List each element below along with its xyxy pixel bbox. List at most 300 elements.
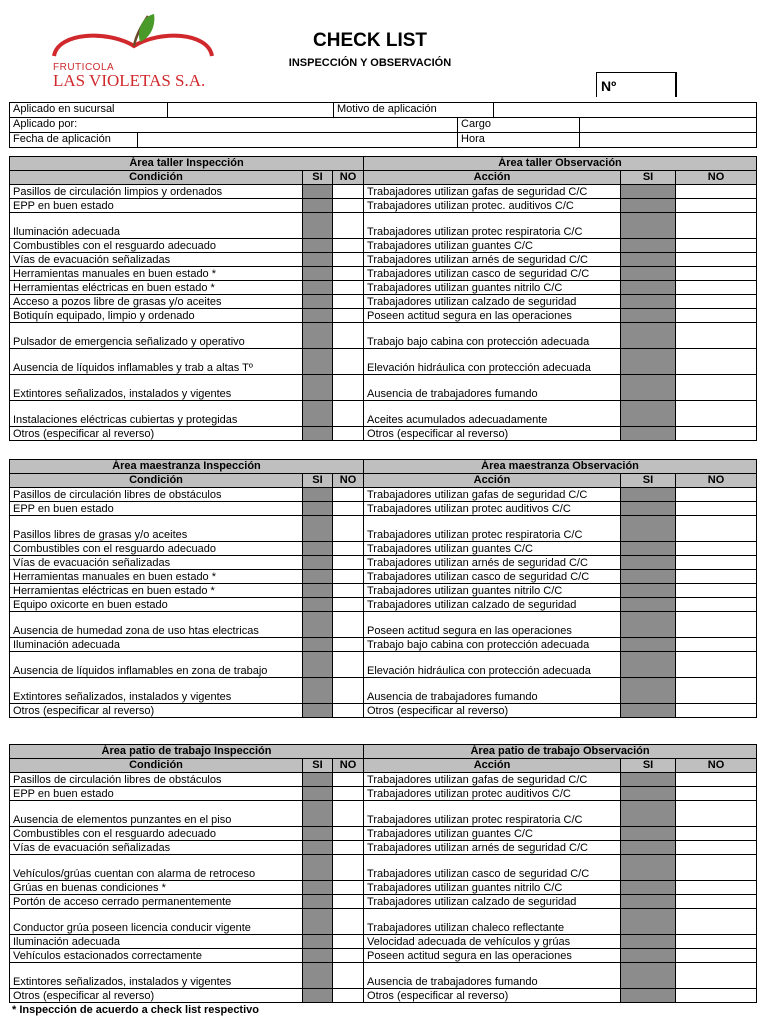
action-si-checkbox[interactable] (621, 488, 676, 502)
condition-cell: Otros (especificar al reverso) (10, 704, 303, 718)
condition-cell: Iluminación adecuada (10, 935, 303, 949)
condition-si-checkbox[interactable] (303, 827, 333, 841)
action-cell: Trabajadores utilizan gafas de seguridad C/C (364, 773, 621, 787)
action-cell: Trabajadores utilizan calzado de seguridad (364, 598, 621, 612)
table-row (10, 488, 757, 502)
action-si-checkbox[interactable] (621, 801, 676, 827)
condition-no-checkbox[interactable] (333, 704, 364, 718)
table-row (10, 267, 757, 281)
page-subtitle: INSPECCIÓN Y OBSERVACIÓN (288, 57, 452, 69)
field-motivo[interactable] (494, 103, 757, 118)
table-row (10, 963, 757, 989)
action-cell: Trabajadores utilizan arnés de seguridad C/C (364, 841, 621, 855)
condition-no-checkbox[interactable] (333, 827, 364, 841)
action-cell: Otros (especificar al reverso) (364, 989, 621, 1003)
condition-cell: EPP en buen estado (10, 502, 303, 516)
condition-no-checkbox[interactable] (333, 323, 364, 349)
condition-no-checkbox[interactable] (333, 801, 364, 827)
table-row (10, 895, 757, 909)
condition-cell: Pasillos de circulación libres de obstáculos (10, 773, 303, 787)
table-row (10, 556, 757, 570)
action-no-checkbox[interactable] (676, 895, 757, 909)
condition-no-checkbox[interactable] (333, 199, 364, 213)
condition-si-checkbox[interactable] (303, 801, 333, 827)
action-cell: Ausencia de trabajadores fumando (364, 678, 621, 704)
condition-cell: Pasillos libres de grasas y/o aceites (10, 516, 303, 542)
action-no-checkbox[interactable] (676, 989, 757, 1003)
logo-text-small: FRUTICOLA (53, 62, 115, 73)
action-cell: Velocidad adecuada de vehículos y grúas (364, 935, 621, 949)
condition-no-checkbox[interactable] (333, 963, 364, 989)
condition-no-checkbox[interactable] (333, 556, 364, 570)
condition-no-checkbox[interactable] (333, 841, 364, 855)
table-row (10, 638, 757, 652)
action-cell: Otros (especificar al reverso) (364, 704, 621, 718)
condition-no-checkbox[interactable] (333, 598, 364, 612)
condition-cell: Vehículos/grúas cuentan con alarma de retroceso (10, 855, 303, 881)
condition-cell: Ausencia de humedad zona de uso htas electricas (10, 612, 303, 638)
field-fecha[interactable] (138, 133, 458, 148)
condition-si-checkbox[interactable] (303, 787, 333, 801)
condition-si-checkbox[interactable] (303, 989, 333, 1003)
condition-cell: Herramientas eléctricas en buen estado * (10, 584, 303, 598)
action-no-checkbox[interactable] (676, 401, 757, 427)
condition-no-checkbox[interactable] (333, 349, 364, 375)
action-cell: Trabajadores utilizan guantes C/C (364, 542, 621, 556)
action-no-checkbox[interactable] (676, 584, 757, 598)
table-row (10, 185, 757, 199)
condition-cell: Pasillos de circulación libres de obstáculos (10, 488, 303, 502)
action-cell: Ausencia de trabajadores fumando (364, 375, 621, 401)
action-si-checkbox[interactable] (621, 895, 676, 909)
condition-no-checkbox[interactable] (333, 638, 364, 652)
application-info-table (9, 102, 757, 148)
condition-no-checkbox[interactable] (333, 185, 364, 199)
condition-cell: Botiquín equipado, limpio y ordenado (10, 309, 303, 323)
action-no-checkbox[interactable] (676, 267, 757, 281)
label-motivo: Motivo de aplicación (334, 103, 494, 118)
action-si-checkbox[interactable] (621, 855, 676, 881)
action-si-checkbox[interactable] (621, 638, 676, 652)
action-cell: Trabajadores utilizan guantes C/C (364, 239, 621, 253)
field-sucursal[interactable] (168, 103, 334, 118)
condicion-header: Condición (10, 171, 303, 185)
action-no-checkbox[interactable] (676, 598, 757, 612)
condition-si-checkbox[interactable] (303, 502, 333, 516)
condition-no-checkbox[interactable] (333, 281, 364, 295)
action-si-checkbox[interactable] (621, 612, 676, 638)
action-cell: Trabajadores utilizan guantes nitrilo C/C (364, 281, 621, 295)
action-si-checkbox[interactable] (621, 909, 676, 935)
si-header: SI (621, 171, 676, 185)
condition-no-checkbox[interactable] (333, 309, 364, 323)
action-si-checkbox[interactable] (621, 213, 676, 239)
condition-cell: Pasillos de circulación limpios y ordenados (10, 185, 303, 199)
action-si-checkbox[interactable] (621, 542, 676, 556)
table-row (10, 281, 757, 295)
si-header: SI (303, 474, 333, 488)
action-no-checkbox[interactable] (676, 570, 757, 584)
condition-si-checkbox[interactable] (303, 349, 333, 375)
action-si-checkbox[interactable] (621, 267, 676, 281)
si-header: SI (303, 759, 333, 773)
table-row (10, 427, 757, 441)
action-si-checkbox[interactable] (621, 281, 676, 295)
table-row (10, 935, 757, 949)
action-no-checkbox[interactable] (676, 827, 757, 841)
table-row (10, 375, 757, 401)
condition-cell: Herramientas eléctricas en buen estado * (10, 281, 303, 295)
condition-no-checkbox[interactable] (333, 989, 364, 1003)
action-si-checkbox[interactable] (621, 375, 676, 401)
condition-si-checkbox[interactable] (303, 584, 333, 598)
table-row (10, 309, 757, 323)
inspection-header: Área patio de trabajo Inspección (10, 745, 364, 759)
condition-no-checkbox[interactable] (333, 773, 364, 787)
observation-header: Área patio de trabajo Observación (364, 745, 757, 759)
action-si-checkbox[interactable] (621, 949, 676, 963)
table-row (10, 678, 757, 704)
action-no-checkbox[interactable] (676, 185, 757, 199)
label-fecha: Fecha de aplicación (10, 133, 138, 148)
condition-cell: Otros (especificar al reverso) (10, 989, 303, 1003)
table-row (10, 598, 757, 612)
condition-no-checkbox[interactable] (333, 881, 364, 895)
condition-no-checkbox[interactable] (333, 427, 364, 441)
table-row (10, 787, 757, 801)
action-no-checkbox[interactable] (676, 855, 757, 881)
action-cell: Trabajadores utilizan arnés de seguridad C/C (364, 253, 621, 267)
action-cell: Trabajo bajo cabina con protección adecuada (364, 638, 621, 652)
action-no-checkbox[interactable] (676, 556, 757, 570)
table-row (10, 323, 757, 349)
action-no-checkbox[interactable] (676, 349, 757, 375)
field-hora[interactable] (580, 133, 757, 148)
action-no-checkbox[interactable] (676, 502, 757, 516)
condition-cell: Vías de evacuación señalizadas (10, 841, 303, 855)
action-cell: Trabajadores utilizan protec auditivos C/C (364, 787, 621, 801)
condition-no-checkbox[interactable] (333, 855, 364, 881)
condition-cell: EPP en buen estado (10, 787, 303, 801)
condition-no-checkbox[interactable] (333, 213, 364, 239)
table-row (10, 295, 757, 309)
action-cell: Trabajadores utilizan guantes nitrilo C/C (364, 584, 621, 598)
action-si-checkbox[interactable] (621, 841, 676, 855)
condition-no-checkbox[interactable] (333, 375, 364, 401)
action-no-checkbox[interactable] (676, 253, 757, 267)
action-no-checkbox[interactable] (676, 427, 757, 441)
inspection-header: Área maestranza Inspección (10, 460, 364, 474)
action-si-checkbox[interactable] (621, 989, 676, 1003)
condition-si-checkbox[interactable] (303, 612, 333, 638)
table-row (10, 584, 757, 598)
condition-cell: Combustibles con el resguardo adecuado (10, 239, 303, 253)
action-no-checkbox[interactable] (676, 281, 757, 295)
action-si-checkbox[interactable] (621, 349, 676, 375)
condition-no-checkbox[interactable] (333, 570, 364, 584)
condition-si-checkbox[interactable] (303, 855, 333, 881)
observation-header: Área taller Observación (364, 157, 757, 171)
action-cell: Trabajadores utilizan calzado de seguridad (364, 895, 621, 909)
condition-si-checkbox[interactable] (303, 678, 333, 704)
label-sucursal: Aplicado en sucursal (10, 103, 168, 118)
condition-no-checkbox[interactable] (333, 935, 364, 949)
action-cell: Trabajadores utilizan protec respiratoria C/C (364, 213, 621, 239)
action-no-checkbox[interactable] (676, 516, 757, 542)
table-row (10, 801, 757, 827)
action-si-checkbox[interactable] (621, 427, 676, 441)
document-number-box[interactable] (596, 72, 677, 97)
condition-cell: Iluminación adecuada (10, 638, 303, 652)
action-cell: Aceites acumulados adecuadamente (364, 401, 621, 427)
label-hora: Hora (458, 133, 580, 148)
action-cell: Poseen actitud segura en las operaciones (364, 309, 621, 323)
condition-cell: Pulsador de emergencia señalizado y operativo (10, 323, 303, 349)
condition-si-checkbox[interactable] (303, 935, 333, 949)
action-no-checkbox[interactable] (676, 909, 757, 935)
action-si-checkbox[interactable] (621, 935, 676, 949)
action-no-checkbox[interactable] (676, 638, 757, 652)
checklist-table (9, 744, 757, 1003)
action-si-checkbox[interactable] (621, 253, 676, 267)
action-cell: Trabajadores utilizan gafas de seguridad C/C (364, 185, 621, 199)
condition-cell: Ausencia de líquidos inflamables y trab a altas Tº (10, 349, 303, 375)
table-row (10, 199, 757, 213)
condition-si-checkbox[interactable] (303, 488, 333, 502)
action-si-checkbox[interactable] (621, 584, 676, 598)
condition-no-checkbox[interactable] (333, 295, 364, 309)
condition-no-checkbox[interactable] (333, 787, 364, 801)
no-header: NO (333, 171, 364, 185)
action-si-checkbox[interactable] (621, 598, 676, 612)
action-no-checkbox[interactable] (676, 199, 757, 213)
action-si-checkbox[interactable] (621, 570, 676, 584)
condicion-header: Condición (10, 474, 303, 488)
action-no-checkbox[interactable] (676, 239, 757, 253)
action-si-checkbox[interactable] (621, 704, 676, 718)
accion-header: Acción (364, 171, 621, 185)
action-no-checkbox[interactable] (676, 935, 757, 949)
action-cell: Trabajo bajo cabina con protección adecuada (364, 323, 621, 349)
no-header: NO (676, 171, 757, 185)
action-no-checkbox[interactable] (676, 213, 757, 239)
action-si-checkbox[interactable] (621, 516, 676, 542)
condition-cell: Herramientas manuales en buen estado * (10, 570, 303, 584)
condition-si-checkbox[interactable] (303, 323, 333, 349)
action-si-checkbox[interactable] (621, 185, 676, 199)
action-cell: Trabajadores utilizan chaleco reflectante (364, 909, 621, 935)
table-row (10, 949, 757, 963)
condition-si-checkbox[interactable] (303, 309, 333, 323)
condition-si-checkbox[interactable] (303, 253, 333, 267)
action-si-checkbox[interactable] (621, 401, 676, 427)
logo-text-main: LAS VIOLETAS S.A. (53, 71, 206, 90)
condition-si-checkbox[interactable] (303, 199, 333, 213)
action-cell: Trabajadores utilizan arnés de seguridad C/C (364, 556, 621, 570)
action-cell: Trabajadores utilizan casco de seguridad C/C (364, 570, 621, 584)
table-row (10, 239, 757, 253)
table-row (10, 909, 757, 935)
action-no-checkbox[interactable] (676, 801, 757, 827)
action-no-checkbox[interactable] (676, 652, 757, 678)
condition-cell: Vías de evacuación señalizadas (10, 253, 303, 267)
action-si-checkbox[interactable] (621, 295, 676, 309)
condition-cell: Extintores señalizados, instalados y vigentes (10, 678, 303, 704)
action-no-checkbox[interactable] (676, 542, 757, 556)
condition-si-checkbox[interactable] (303, 638, 333, 652)
action-no-checkbox[interactable] (676, 881, 757, 895)
condition-si-checkbox[interactable] (303, 213, 333, 239)
table-row (10, 773, 757, 787)
condition-cell: Combustibles con el resguardo adecuado (10, 827, 303, 841)
condition-si-checkbox[interactable] (303, 881, 333, 895)
action-no-checkbox[interactable] (676, 963, 757, 989)
table-row (10, 652, 757, 678)
condition-no-checkbox[interactable] (333, 542, 364, 556)
condition-no-checkbox[interactable] (333, 652, 364, 678)
condition-no-checkbox[interactable] (333, 502, 364, 516)
condition-cell: Vías de evacuación señalizadas (10, 556, 303, 570)
action-no-checkbox[interactable] (676, 375, 757, 401)
condicion-header: Condición (10, 759, 303, 773)
action-no-checkbox[interactable] (676, 787, 757, 801)
action-si-checkbox[interactable] (621, 199, 676, 213)
condition-si-checkbox[interactable] (303, 841, 333, 855)
action-cell: Trabajadores utilizan gafas de seguridad C/C (364, 488, 621, 502)
condition-cell: Instalaciones eléctricas cubiertas y protegidas (10, 401, 303, 427)
condition-si-checkbox[interactable] (303, 267, 333, 281)
table-row (10, 253, 757, 267)
action-si-checkbox[interactable] (621, 787, 676, 801)
action-no-checkbox[interactable] (676, 773, 757, 787)
table-row (10, 881, 757, 895)
field-cargo[interactable] (580, 118, 757, 133)
condition-si-checkbox[interactable] (303, 895, 333, 909)
table-row (10, 401, 757, 427)
action-si-checkbox[interactable] (621, 773, 676, 787)
condition-si-checkbox[interactable] (303, 598, 333, 612)
condition-si-checkbox[interactable] (303, 556, 333, 570)
action-si-checkbox[interactable] (621, 239, 676, 253)
condition-si-checkbox[interactable] (303, 239, 333, 253)
action-no-checkbox[interactable] (676, 323, 757, 349)
condition-si-checkbox[interactable] (303, 909, 333, 935)
condition-si-checkbox[interactable] (303, 542, 333, 556)
action-si-checkbox[interactable] (621, 309, 676, 323)
condition-no-checkbox[interactable] (333, 516, 364, 542)
condition-no-checkbox[interactable] (333, 909, 364, 935)
condition-no-checkbox[interactable] (333, 584, 364, 598)
action-no-checkbox[interactable] (676, 704, 757, 718)
footnote: * Inspección de acuerdo a check list respectivo (12, 1004, 259, 1016)
no-header: NO (676, 759, 757, 773)
si-header: SI (303, 171, 333, 185)
checklist-table (9, 459, 757, 718)
condition-no-checkbox[interactable] (333, 488, 364, 502)
table-row (10, 612, 757, 638)
condition-si-checkbox[interactable] (303, 652, 333, 678)
action-cell: Trabajadores utilizan casco de seguridad C/C (364, 267, 621, 281)
condition-cell: Otros (especificar al reverso) (10, 427, 303, 441)
action-cell: Trabajadores utilizan guantes nitrilo C/C (364, 881, 621, 895)
condition-si-checkbox[interactable] (303, 963, 333, 989)
action-no-checkbox[interactable] (676, 612, 757, 638)
condition-no-checkbox[interactable] (333, 895, 364, 909)
condition-si-checkbox[interactable] (303, 949, 333, 963)
condition-si-checkbox[interactable] (303, 185, 333, 199)
condition-no-checkbox[interactable] (333, 949, 364, 963)
condition-cell: Ausencia de líquidos inflamables en zona de trabajo (10, 652, 303, 678)
table-row (10, 542, 757, 556)
action-si-checkbox[interactable] (621, 323, 676, 349)
action-si-checkbox[interactable] (621, 881, 676, 895)
condition-cell: Acceso a pozos libre de grasas y/o aceites (10, 295, 303, 309)
condition-si-checkbox[interactable] (303, 704, 333, 718)
action-no-checkbox[interactable] (676, 295, 757, 309)
si-header: SI (621, 474, 676, 488)
action-si-checkbox[interactable] (621, 652, 676, 678)
table-row (10, 841, 757, 855)
action-cell: Poseen actitud segura en las operaciones (364, 949, 621, 963)
action-si-checkbox[interactable] (621, 827, 676, 841)
condition-no-checkbox[interactable] (333, 678, 364, 704)
number-label: Nº (601, 78, 617, 94)
condition-si-checkbox[interactable] (303, 516, 333, 542)
table-row (10, 213, 757, 239)
action-cell: Poseen actitud segura en las operaciones (364, 612, 621, 638)
action-si-checkbox[interactable] (621, 556, 676, 570)
condition-no-checkbox[interactable] (333, 267, 364, 281)
table-row (10, 855, 757, 881)
action-no-checkbox[interactable] (676, 949, 757, 963)
checklist-table (9, 156, 757, 441)
action-no-checkbox[interactable] (676, 488, 757, 502)
action-cell: Trabajadores utilizan guantes C/C (364, 827, 621, 841)
condition-si-checkbox[interactable] (303, 375, 333, 401)
action-cell: Trabajadores utilizan casco de seguridad C/C (364, 855, 621, 881)
condition-no-checkbox[interactable] (333, 612, 364, 638)
action-si-checkbox[interactable] (621, 678, 676, 704)
action-no-checkbox[interactable] (676, 678, 757, 704)
condition-cell: Equipo oxicorte en buen estado (10, 598, 303, 612)
table-row (10, 989, 757, 1003)
condition-si-checkbox[interactable] (303, 773, 333, 787)
action-si-checkbox[interactable] (621, 963, 676, 989)
action-si-checkbox[interactable] (621, 502, 676, 516)
condition-si-checkbox[interactable] (303, 295, 333, 309)
action-no-checkbox[interactable] (676, 841, 757, 855)
action-no-checkbox[interactable] (676, 309, 757, 323)
condition-no-checkbox[interactable] (333, 239, 364, 253)
accion-header: Acción (364, 759, 621, 773)
action-cell: Trabajadores utilizan protec respiratoria C/C (364, 516, 621, 542)
action-cell: Elevación hidráulica con protección adecuada (364, 652, 621, 678)
condition-si-checkbox[interactable] (303, 281, 333, 295)
company-logo (48, 12, 218, 92)
action-cell: Ausencia de trabajadores fumando (364, 963, 621, 989)
condition-si-checkbox[interactable] (303, 570, 333, 584)
condition-no-checkbox[interactable] (333, 253, 364, 267)
label-cargo: Cargo (458, 118, 580, 133)
condition-cell: Portón de acceso cerrado permanentemente (10, 895, 303, 909)
action-cell: Otros (especificar al reverso) (364, 427, 621, 441)
no-header: NO (333, 474, 364, 488)
condition-cell: Herramientas manuales en buen estado * (10, 267, 303, 281)
condition-si-checkbox[interactable] (303, 427, 333, 441)
table-row (10, 704, 757, 718)
condition-si-checkbox[interactable] (303, 401, 333, 427)
condition-no-checkbox[interactable] (333, 401, 364, 427)
